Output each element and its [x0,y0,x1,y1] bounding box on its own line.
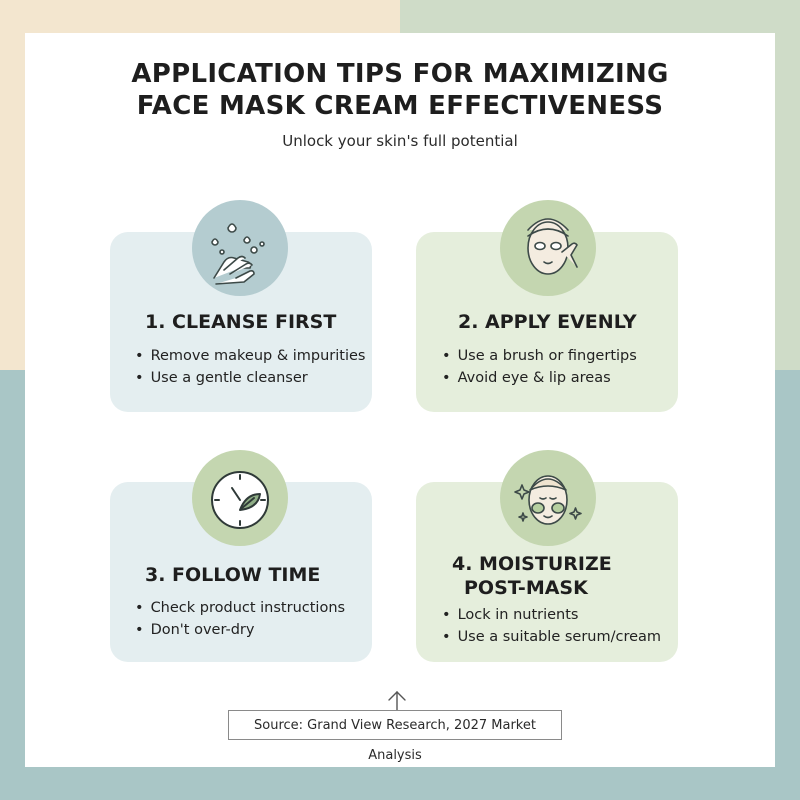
title-line-1: APPLICATION TIPS FOR MAXIMIZING [131,59,669,89]
bullet-list-time [135,597,345,641]
bullet-list-apply [442,345,637,389]
bullet-list-cleanse [135,345,365,389]
list-item: • Use a suitable serum/cream [442,626,661,648]
card-title-moisturize [452,552,612,600]
list-item: • Don't over-dry [135,619,345,641]
page-subtitle: Unlock your skin's full potential [282,132,518,150]
card-title-apply: 2. APPLY EVENLY [458,311,637,333]
source-citation: Source: Grand View Research, 2027 Market Analysis [228,710,562,740]
face-applying-mask-icon [500,200,596,296]
clock-leaf-icon [192,450,288,546]
list-item: • Use a gentle cleanser [135,367,365,389]
list-item: • Avoid eye & lip areas [442,367,637,389]
card-title-moisturize-line-2: POST-MASK [464,577,588,599]
list-item: • Remove makeup & impurities [135,345,365,367]
list-item: • Check product instructions [135,597,345,619]
face-sparkles-icon [500,450,596,546]
card-title-cleanse: 1. CLEANSE FIRST [145,311,337,333]
hands-washing-water-drops-icon [192,200,288,296]
card-title-time: 3. FOLLOW TIME [145,564,321,586]
bullet-list-moisturize [442,604,661,648]
list-item: • Lock in nutrients [442,604,661,626]
list-item: • Use a brush or fingertips [442,345,637,367]
page-title [0,58,800,122]
card-title-moisturize-line-1: 4. MOISTURIZE [452,553,612,575]
title-line-2: FACE MASK CREAM EFFECTIVENESS [136,91,664,121]
